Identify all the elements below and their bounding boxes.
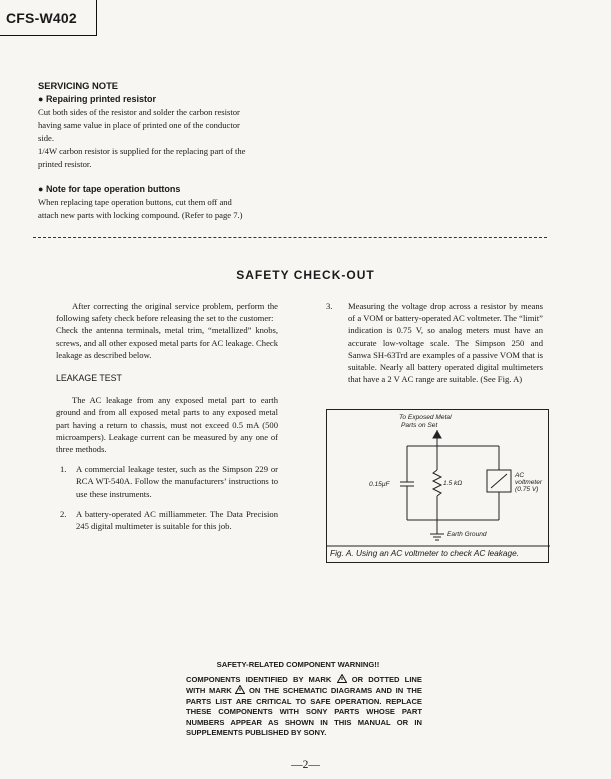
left-column [56,300,278,532]
repair-line: 1/4W carbon resistor is supplied for the replacing part of the [38,146,246,156]
top-label-2: Parts on Set [401,422,438,429]
method-item [56,508,278,532]
meter-label-3: (0.75 V) [515,486,539,493]
method-text: A battery-operated AC milliammeter. The Data Precision 245 digital multimeter is suitable for this job. [76,508,278,532]
tape-title-text: Note for tape operation buttons [45,184,181,194]
meter-label-1: AC [515,472,525,479]
figure-caption: Fig. A. Using an AC voltmeter to check AC leakage. [330,548,520,558]
method-text: Measuring the voltage drop across a resistor by means of a VOM or battery-operated AC voltmeter. The “limit” indication is 0.75 V, so analog meters must have an accurate low-voltage scale. The Simpson 250 and Sanwa SH-63Trd are examples of a passive VOM that is suitable. Nearly all battery operated digital multimeters that have a 2 V AC range are suitable. (See Fig. A) [348,301,543,385]
section-divider [33,237,547,238]
leakage-heading: LEAKAGE TEST [56,373,122,384]
safety-title: SAFETY CHECK-OUT [236,268,375,282]
servicing-note [38,79,288,222]
resistor-label: 1.5 kΩ [443,480,463,487]
meter-label-2: voltmeter [515,479,543,486]
tape-title: ● Note for tape operation buttons [38,184,181,194]
leakage-text: The AC leakage from any exposed metal part to earth ground and from all exposed metal parts to any exposed metal part having a return to chassis, must not exceed 0.5 mA (500 microampers). Leakage current can be measured by any one of three methods. [56,395,278,455]
tape-line: attach new parts with locking compound. (Refer to page 7.) [38,210,243,220]
warning-text [186,674,422,739]
repair-line: having same value in place of printed one of the conductor [38,120,240,130]
tape-line: When replacing tape operation buttons, cut them off and [38,197,232,207]
page-number: —2— [291,759,320,771]
warning-mark-icon [235,685,245,694]
warning-part-1: COMPONENTS IDENTIFIED BY MARK [186,674,332,684]
resistor-icon [433,470,441,496]
warning-mark-icon [337,674,347,683]
servicing-note-heading: SERVICING NOTE [38,80,119,91]
voltmeter-needle-icon [491,474,507,488]
repair-title: ● Repairing printed resistor [38,94,156,104]
top-label-1: To Exposed Metal [399,414,452,421]
warning-title: SAFETY-RELATED COMPONENT WARNING!! [216,660,380,669]
method-text: A commercial leakage tester, such as the Simpson 229 or RCA WT-540A. Follow the manufacturers’ instructions to use these instruments. [76,464,278,499]
warning-part-3: ON THE SCHEMATIC DIAGRAMS AND IN THE PARTS LIST ARE CRITICAL TO SAFE OPERATION. REPLACE THESE COMPONENTS WITH SONY PARTS WHOSE PART NUMBERS APPEAR AS SHOWN IN THIS MANUAL OR IN SUPPLEMENTS PUBLISHED BY SONY. [186,686,422,737]
repair-line: side. [38,133,54,143]
intro-paragraph-2: Check the antenna terminals, metal trim, “metallized” knobs, screws, and all other exposed metal parts for AC leakage. Check leakage as described below. [56,325,278,360]
safety-warning [186,660,422,739]
figure-a [326,409,549,563]
method-number: 2. [60,508,67,519]
method-item [56,463,278,500]
ground-label: Earth Ground [447,531,487,538]
method-item [326,300,543,385]
method-number: 3. [326,301,333,311]
repair-title-text: Repairing printed resistor [45,94,156,104]
intro-paragraph: After correcting the original service problem, perform the following safety check before releasing the set to the customer: [56,301,278,324]
warning-part-2: OR DOTTED LINE WITH MARK [186,674,422,695]
repair-line: printed resistor. [38,159,92,169]
model-box [0,0,97,36]
method-number: 1. [60,464,67,475]
model-label: CFS-W402 [6,10,77,26]
capacitor-label: 0.15μF [369,481,390,488]
repair-line: Cut both sides of the resistor and solder the carbon resistor [38,107,240,117]
right-column [326,300,543,385]
probe-arrow-icon [433,431,441,438]
